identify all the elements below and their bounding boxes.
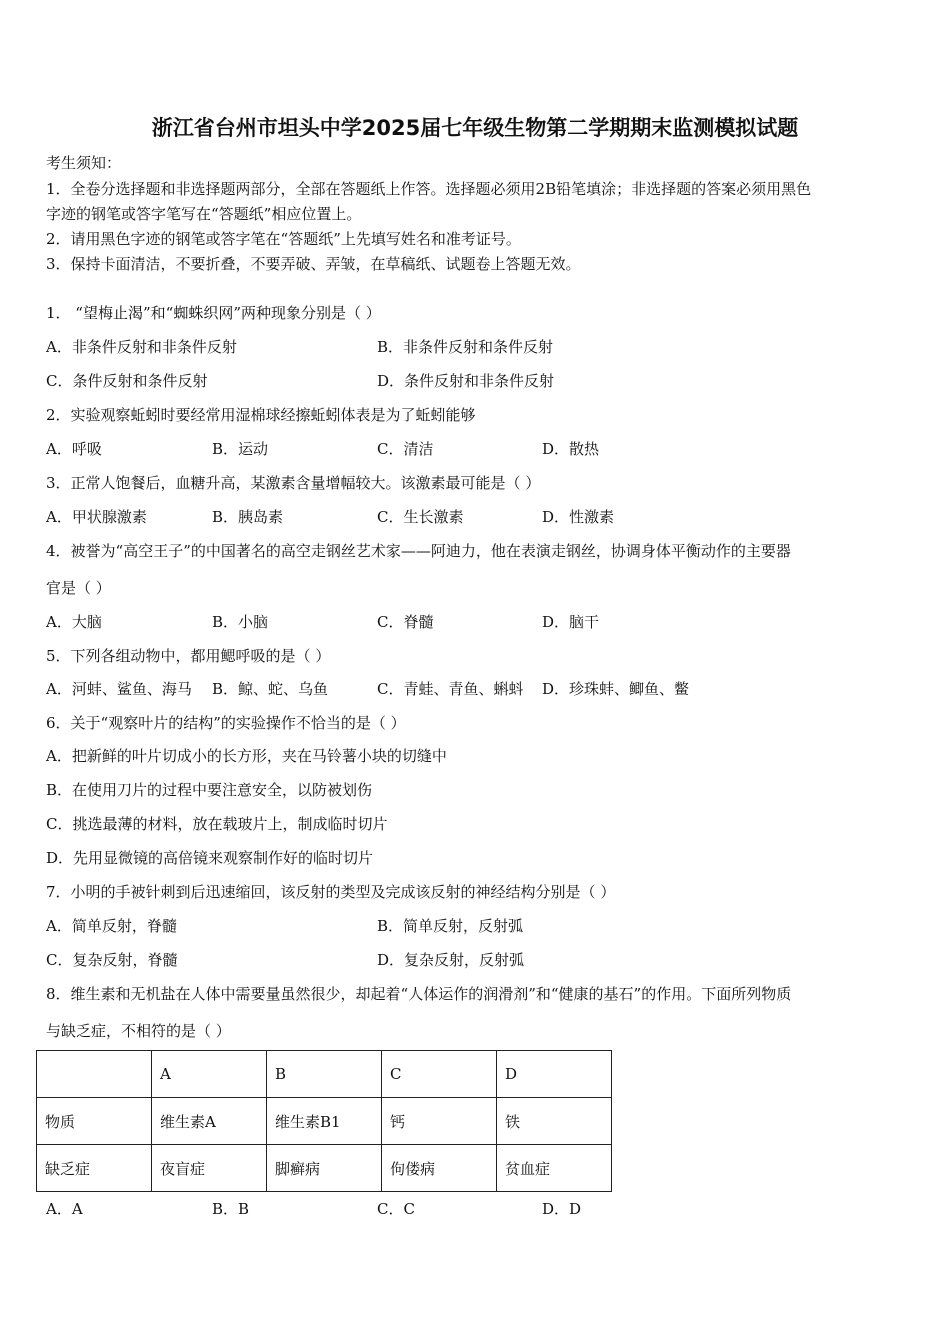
option-c: C．复杂反射，脊髓 xyxy=(46,951,178,969)
question-stem: 与缺乏症，不相符的是（ ） xyxy=(46,1022,231,1040)
table-cell: 夜盲症 xyxy=(152,1145,267,1192)
option-d: D．先用显微镜的高倍镜来观察制作好的临时切片 xyxy=(46,849,374,867)
table-cell: 铁 xyxy=(497,1098,612,1145)
option-b: B．胰岛素 xyxy=(212,508,284,526)
option-a: A．大脑 xyxy=(46,613,102,631)
option-a: A．甲状腺激素 xyxy=(46,508,147,526)
table-cell: C xyxy=(382,1051,497,1098)
vitamin-mineral-table xyxy=(36,1050,612,1192)
option-b: B．非条件反射和条件反射 xyxy=(377,338,554,356)
option-c: C．条件反射和条件反射 xyxy=(46,372,208,390)
table-cell: 贫血症 xyxy=(497,1145,612,1192)
question-stem: 官是（ ） xyxy=(46,579,111,597)
option-d: D．复杂反射，反射弧 xyxy=(377,951,525,969)
option-d: D．散热 xyxy=(542,440,600,458)
option-c: C．青蛙、青鱼、蝌蚪 xyxy=(377,680,524,698)
table-row xyxy=(37,1098,612,1145)
option-a: A．简单反射，脊髓 xyxy=(46,917,177,935)
table-cell: 维生素B1 xyxy=(267,1098,382,1145)
option-c: C．挑选最薄的材料，放在载玻片上，制成临时切片 xyxy=(46,815,388,833)
table-cell: 缺乏症 xyxy=(37,1145,152,1192)
option-d: D．脑干 xyxy=(542,613,600,631)
option-a: A．非条件反射和非条件反射 xyxy=(46,338,237,356)
table-cell: A xyxy=(152,1051,267,1098)
option-d: D．D xyxy=(542,1200,582,1218)
option-b: B．小脑 xyxy=(212,613,269,631)
notice-line: 1．全卷分选择题和非选择题两部分，全部在答题纸上作答。选择题必须用2B铅笔填涂；非选择题的答案必须用黑色 xyxy=(46,180,812,198)
option-a: A．河蚌、鲨鱼、海马 xyxy=(46,680,192,698)
question-stem: 4．被誉为“高空王子”的中国著名的高空走钢丝艺术家——阿迪力，他在表演走钢丝，协调身体平衡动作的主要器 xyxy=(46,542,791,560)
page-title: 浙江省台州市坦头中学2025届七年级生物第二学期期末监测模拟试题 xyxy=(151,116,799,140)
table-row xyxy=(37,1145,612,1192)
question-stem: 8．维生素和无机盐在人体中需要量虽然很少，却起着“人体运作的润滑剂”和“健康的基石”的作用。下面所列物质 xyxy=(46,985,792,1003)
question-stem: 5．下列各组动物中，都用鳃呼吸的是（ ） xyxy=(46,647,331,665)
option-a: A．呼吸 xyxy=(46,440,102,458)
notice-line: 字迹的钢笔或答字笔写在“答题纸”相应位置上。 xyxy=(46,205,362,223)
option-c: C．脊髓 xyxy=(377,613,434,631)
option-b: B．运动 xyxy=(212,440,269,458)
table-cell xyxy=(37,1051,152,1098)
option-b: B．鲸、蛇、乌鱼 xyxy=(212,680,329,698)
option-d: D．条件反射和非条件反射 xyxy=(377,372,555,390)
option-b: B．在使用刀片的过程中要注意安全，以防被划伤 xyxy=(46,781,373,799)
option-a: A．把新鲜的叶片切成小的长方形，夹在马铃薯小块的切缝中 xyxy=(46,747,447,765)
table-cell: 物质 xyxy=(37,1098,152,1145)
option-c: C．清洁 xyxy=(377,440,434,458)
option-c: C．C xyxy=(377,1200,415,1218)
table-row xyxy=(37,1051,612,1098)
question-stem: 3．正常人饱餐后，血糖升高，某激素含量增幅较大。该激素最可能是（ ） xyxy=(46,474,541,492)
table-cell: D xyxy=(497,1051,612,1098)
notice-heading: 考生须知： xyxy=(46,154,122,172)
option-c: C．生长激素 xyxy=(377,508,464,526)
table-cell: B xyxy=(267,1051,382,1098)
notice-line: 3．保持卡面清洁，不要折叠，不要弄破、弄皱，在草稿纸、试题卷上答题无效。 xyxy=(46,255,581,273)
option-b: B．简单反射，反射弧 xyxy=(377,917,524,935)
option-d: D．性激素 xyxy=(542,508,615,526)
table-cell: 脚癣病 xyxy=(267,1145,382,1192)
table-cell: 维生素A xyxy=(152,1098,267,1145)
question-stem: 6．关于“观察叶片的结构”的实验操作不恰当的是（ ） xyxy=(46,714,406,732)
option-b: B．B xyxy=(212,1200,250,1218)
option-d: D．珍珠蚌、鲫鱼、鳖 xyxy=(542,680,690,698)
question-stem: 1． “望梅止渴”和“蜘蛛织网”两种现象分别是（ ） xyxy=(46,304,381,322)
question-stem: 2．实验观察蚯蚓时要经常用湿棉球经擦蚯蚓体表是为了蚯蚓能够 xyxy=(46,406,476,424)
question-stem: 7．小明的手被针刺到后迅速缩回，该反射的类型及完成该反射的神经结构分别是（ ） xyxy=(46,883,616,901)
notice-line: 2．请用黑色字迹的钢笔或答字笔在“答题纸”上先填写姓名和准考证号。 xyxy=(46,230,521,248)
table-cell: 钙 xyxy=(382,1098,497,1145)
table-cell: 佝偻病 xyxy=(382,1145,497,1192)
option-a: A．A xyxy=(46,1200,83,1218)
